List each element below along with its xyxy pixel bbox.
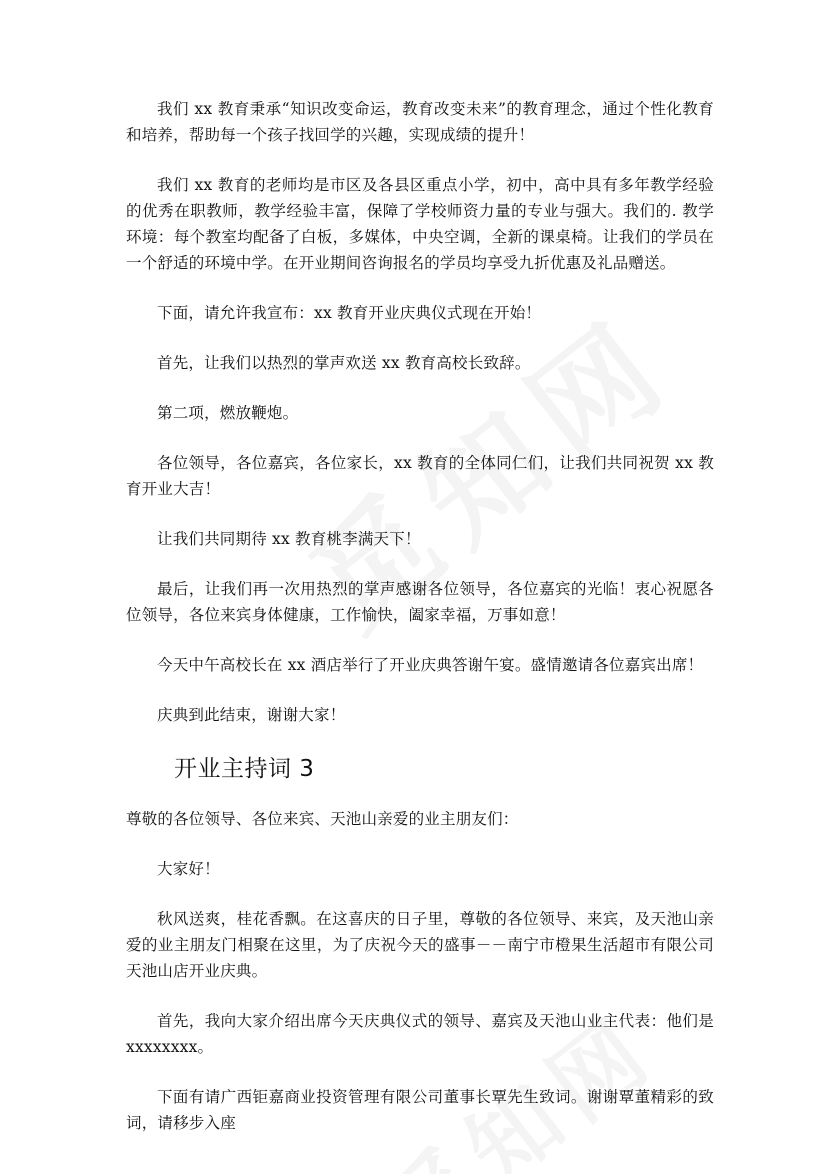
section-heading: 开业主持词 3 bbox=[174, 756, 315, 782]
paragraph-closing: 庆典到此结束，谢谢大家！ bbox=[157, 706, 346, 724]
paragraph-expectation: 让我们共同期待 xx 教育桃李满天下！ bbox=[157, 530, 421, 548]
paragraph-principal-speech: 首先，让我们以热烈的掌声欢送 xx 教育高校长致辞。 bbox=[157, 354, 531, 372]
paragraph-greeting: 大家好！ bbox=[157, 860, 220, 878]
paragraph-chairman: 下面有请广西钜嘉商业投资管理有限公司董事长覃先生致词。谢谢覃董精彩的致词，请移步入座 bbox=[126, 1088, 714, 1132]
document-body bbox=[126, 96, 714, 1160]
paragraph-announcement: 下面，请允许我宣布：xx 教育开业庆典仪式现在开始！ bbox=[157, 304, 542, 322]
paragraph-thanks: 最后，让我们再一次用热烈的掌声感谢各位领导，各位嘉宾的光临！衷心祝愿各位领导，各位来宾身体健康，工作愉快，阖家幸福，万事如意！ bbox=[126, 580, 714, 624]
paragraph-salutation: 尊敬的各位领导、各位来宾、天池山亲爱的业主朋友们： bbox=[126, 810, 519, 828]
paragraph-introduction: 首先，我向大家介绍出席今天庆典仪式的领导、嘉宾及天池山业主代表：他们是 xxxxxxxx。 bbox=[126, 1012, 714, 1056]
paragraph-philosophy: 我们 xx 教育秉承“知识改变命运，教育改变未来”的教育理念，通过个性化教育和培养，帮助每一个孩子找回学的兴趣，实现成绩的提升！ bbox=[126, 100, 714, 144]
paragraph-firecrackers: 第二项，燃放鞭炮。 bbox=[157, 404, 299, 422]
paragraph-congratulations: 各位领导，各位嘉宾，各位家长，xx 教育的全体同仁们，让我们共同祝贺 xx 教育开业大吉！ bbox=[126, 454, 714, 498]
paragraph-autumn: 秋风送爽，桂花香飘。在这喜庆的日子里，尊敬的各位领导、来宾，及天池山亲爱的业主朋友门相聚在这里，为了庆祝今天的盛事－－南宁市橙果生活超市有限公司天池山店开业庆典。 bbox=[126, 910, 714, 980]
paragraph-teachers: 我们 xx 教育的老师均是市区及各县区重点小学，初中，高中具有多年教学经验的优秀在职教师，教学经验丰富，保障了学校师资力量的专业与强大。我们的. 教学环境：每个教室均配备了白板，多媒体，中央空调，全新的课桌椅。让我们的学员在一个舒适的环境中学。在开业期间咨询报名的学员均享受九折优惠及礼品赠送。 bbox=[126, 176, 714, 272]
paragraph-banquet: 今天中午高校长在 xx 酒店举行了开业庆典答谢午宴。盛情邀请各位嘉宾出席！ bbox=[157, 656, 704, 674]
